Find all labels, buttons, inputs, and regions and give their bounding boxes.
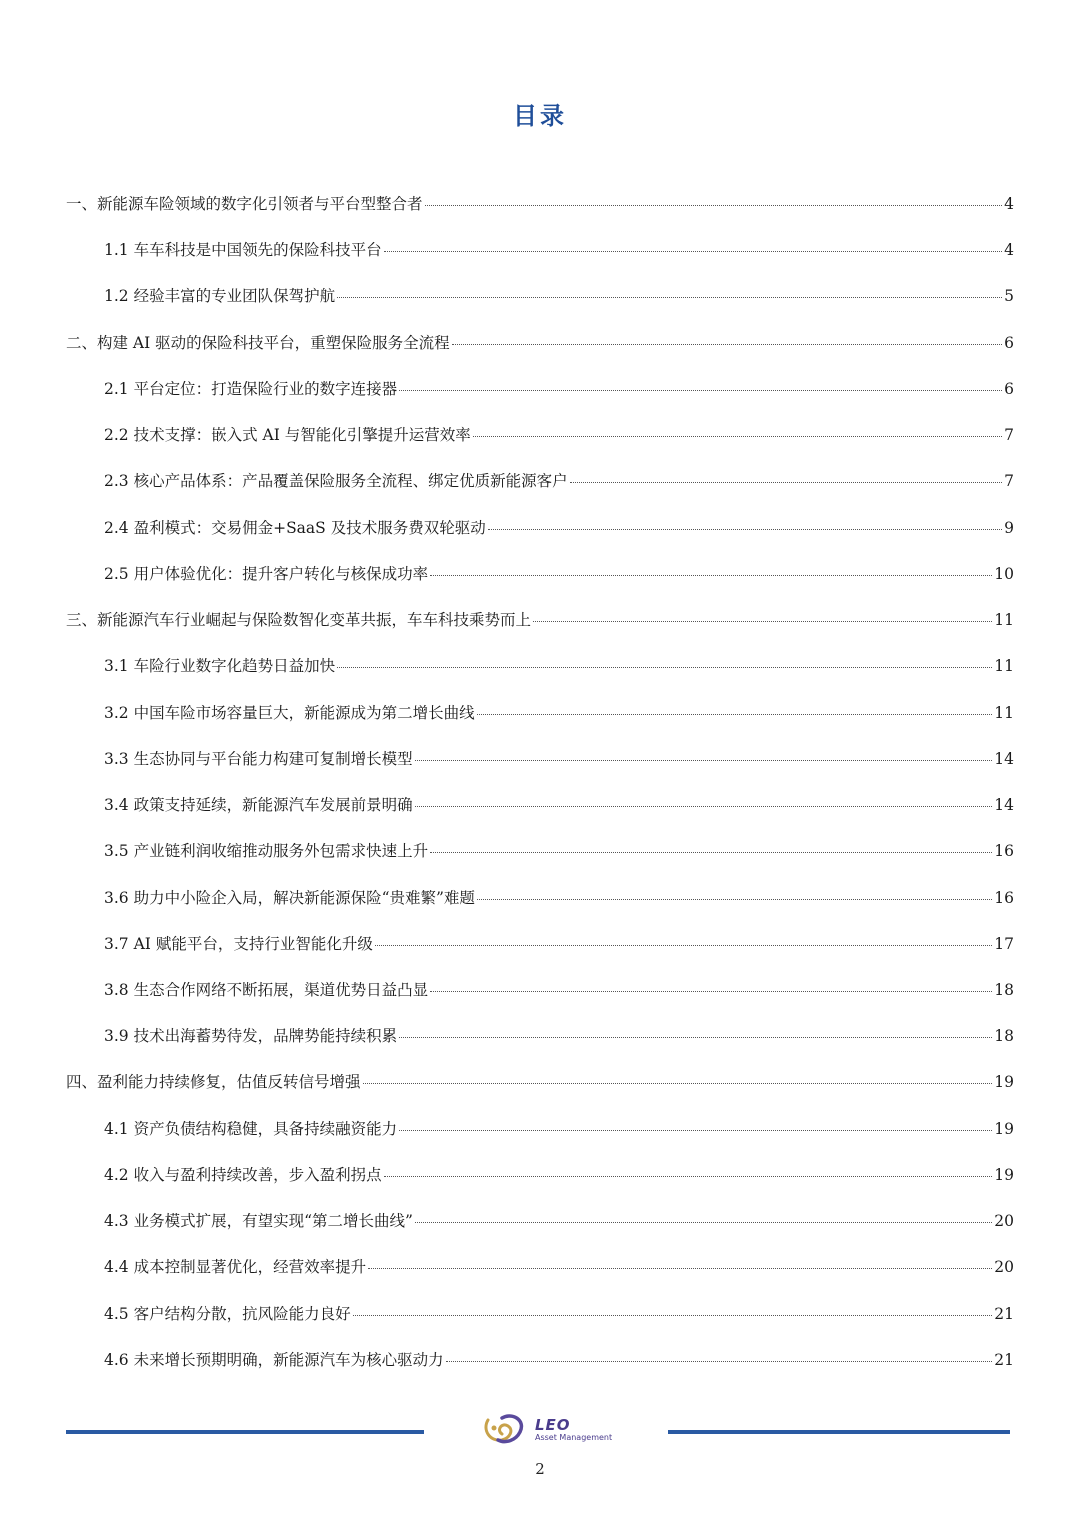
toc-dot-leader [415,759,993,761]
toc-dot-leader [368,1267,992,1269]
toc-dot-leader [415,805,993,807]
toc-entry[interactable] [66,516,1014,562]
toc-dot-leader [488,528,1002,530]
page-title: 目录 [513,101,567,130]
toc-entry[interactable] [66,747,1014,793]
toc-dot-leader [384,1175,993,1177]
toc-entry[interactable] [66,839,1014,885]
toc-entry-label: 2.4 盈利模式：交易佣金+SaaS 及技术服务费双轮驱动 [104,518,486,537]
toc-entry[interactable] [66,1070,1014,1116]
toc-entry-page: 19 [994,1073,1014,1092]
logo-subtitle: Asset Management [535,1433,613,1442]
toc-entry[interactable] [66,192,1014,238]
toc-entry-page: 19 [994,1119,1014,1138]
toc-entry-label: 四、盈利能力持续修复，估值反转信号增强 [66,1073,361,1092]
logo-brand: LEO [535,1416,571,1434]
toc-entry-label: 4.2 收入与盈利持续改善，步入盈利拐点 [104,1165,382,1184]
toc-entry-label: 3.4 政策支持延续，新能源汽车发展前景明确 [104,796,413,815]
toc-entry[interactable] [66,1024,1014,1070]
toc-entry-label: 3.5 产业链利润收缩推动服务外包需求快速上升 [104,842,429,861]
toc-entry[interactable] [66,469,1014,515]
toc-entry[interactable] [66,932,1014,978]
toc-entry-label: 4.3 业务模式扩展，有望实现“第二增长曲线” [104,1212,413,1231]
toc-dot-leader [430,990,992,992]
toc-entry-page: 7 [1004,426,1014,445]
toc-dot-leader [415,1221,992,1223]
toc-entry[interactable] [66,978,1014,1024]
toc-entry-page: 19 [994,1165,1014,1184]
toc-dot-leader [473,435,1002,437]
toc-dot-leader [477,713,993,715]
toc-entry-label: 3.6 助力中小险企入局，解决新能源保险“贵难繁”难题 [104,888,475,907]
toc-entry-page: 14 [994,749,1014,768]
page-number: 2 [535,1460,545,1478]
footer-line-right [668,1430,1010,1434]
toc-entry-page: 14 [994,796,1014,815]
toc-entry-page: 10 [994,564,1014,583]
toc-entry-page: 9 [1004,518,1014,537]
toc-entry-label: 一、新能源车险领域的数字化引领者与平台型整合者 [66,195,423,213]
toc-entry[interactable] [66,608,1014,654]
toc-entry-label: 3.2 中国车险市场容量巨大，新能源成为第二增长曲线 [104,703,475,722]
toc-entry-page: 4 [1004,195,1014,213]
toc-dot-leader [446,1360,993,1362]
footer-line-left [66,1430,424,1434]
toc-entry[interactable] [66,654,1014,700]
toc-dot-leader [399,1036,992,1038]
toc-entry[interactable] [66,377,1014,423]
toc-entry-page: 11 [994,703,1014,722]
toc-entry[interactable] [66,1209,1014,1255]
toc-entry-page: 6 [1004,333,1014,352]
toc-entry[interactable] [66,238,1014,284]
toc-entry-label: 3.1 车险行业数字化趋势日益加快 [104,657,336,676]
toc-dot-leader [570,481,1003,483]
toc-entry-label: 3.8 生态合作网络不断拓展，渠道优势日益凸显 [104,980,429,999]
toc-dot-leader [452,343,1002,345]
toc-entry-label: 3.9 技术出海蓄势待发，品牌势能持续积累 [104,1027,398,1046]
toc-entry-label: 2.5 用户体验优化：提升客户转化与核保成功率 [104,564,429,583]
toc-dot-leader [375,944,992,946]
toc-entry-label: 二、构建 AI 驱动的保险科技平台，重塑保险服务全流程 [66,333,450,352]
toc-entry-page: 5 [1004,287,1014,306]
toc-entry[interactable] [66,701,1014,747]
toc-dot-leader [363,1082,993,1084]
toc-entry[interactable] [66,1348,1014,1394]
toc-dot-leader [337,296,1002,298]
toc-dot-leader [430,851,992,853]
toc-entry-label: 4.6 未来增长预期明确，新能源汽车为核心驱动力 [104,1350,444,1369]
toc-entry-label: 1.2 经验丰富的专业团队保驾护航 [104,287,336,306]
toc-entry-label: 2.3 核心产品体系：产品覆盖保险服务全流程、绑定优质新能源客户 [104,472,568,491]
toc-entry-page: 20 [994,1212,1014,1231]
toc-entry-label: 2.2 技术支撑：嵌入式 AI 与智能化引擎提升运营效率 [104,426,471,445]
toc-entry[interactable] [66,793,1014,839]
toc-entry-page: 18 [994,1027,1014,1046]
toc-entry-page: 21 [994,1350,1014,1369]
toc-entry-page: 16 [994,888,1014,907]
toc-entry[interactable] [66,284,1014,330]
toc-entry-page: 11 [994,611,1014,630]
toc-entry[interactable] [66,562,1014,608]
toc-entry-label: 三、新能源汽车行业崛起与保险数智化变革共振，车车科技乘势而上 [66,611,532,630]
toc-dot-leader [399,1129,992,1131]
toc-entry-label: 1.1 车车科技是中国领先的保险科技平台 [104,241,382,260]
toc-entry[interactable] [66,1163,1014,1209]
toc-entry-label: 4.1 资产负债结构稳健，具备持续融资能力 [104,1119,398,1138]
toc-entry[interactable] [66,331,1014,377]
toc-dot-leader [384,250,1003,252]
toc-entry-page: 16 [994,842,1014,861]
toc-entry[interactable] [66,886,1014,932]
toc-entry-page: 21 [994,1304,1014,1323]
toc-dot-leader [399,389,1002,391]
toc-entry-label: 3.7 AI 赋能平台，支持行业智能化升级 [104,934,373,953]
toc-entry[interactable] [66,1255,1014,1301]
logo-text [535,1418,612,1443]
toc-entry-page: 17 [994,934,1014,953]
toc-dot-leader [425,204,1003,206]
toc-entry-page: 6 [1004,379,1014,398]
toc-entry-page: 20 [994,1258,1014,1277]
toc-entry-page: 7 [1004,472,1014,491]
toc-entry-page: 4 [1004,241,1014,260]
toc-entry-label: 4.5 客户结构分散，抗风险能力良好 [104,1304,351,1323]
toc-dot-leader [533,620,992,622]
toc-dot-leader [337,666,992,668]
toc-entry[interactable] [66,1302,1014,1348]
toc-dot-leader [477,898,992,900]
toc-entry-label: 3.3 生态协同与平台能力构建可复制增长模型 [104,749,413,768]
toc-dot-leader [353,1314,993,1316]
toc-entry[interactable] [66,423,1014,469]
toc-entry[interactable] [66,1117,1014,1163]
toc-entry-page: 11 [994,657,1014,676]
toc-entry-label: 4.4 成本控制显著优化，经营效率提升 [104,1258,367,1277]
toc-entry-label: 2.1 平台定位：打造保险行业的数字连接器 [104,379,398,398]
toc-dot-leader [430,574,992,576]
table-of-contents [66,192,1014,1394]
toc-entry-page: 18 [994,980,1014,999]
